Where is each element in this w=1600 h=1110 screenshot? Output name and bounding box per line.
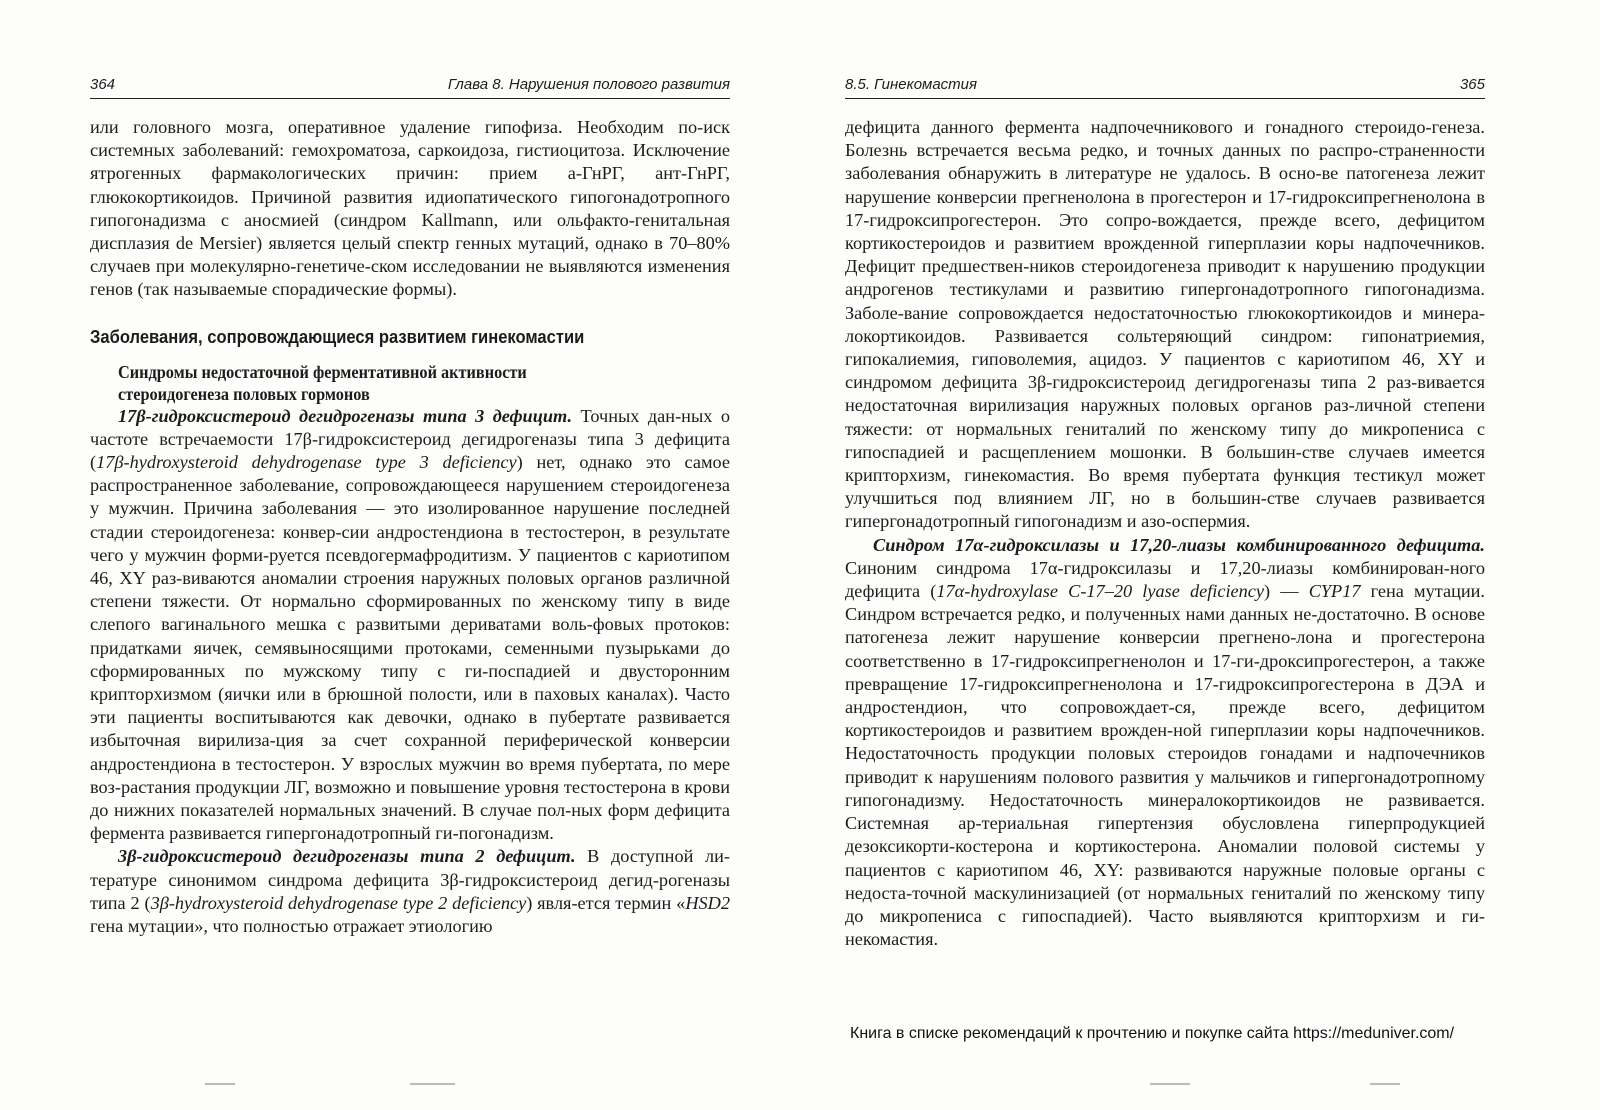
paragraph-text: гена мутации. Синдром встречается редко, и полученных нами данных не-достаточно. В основе патогенеза лежит нарушение конверсии прегнено-лона и прогестерона соответственно в 17-гидроксипрегненолон и 17-ги-дроксипрогестерон, а также превращение 17-гидроксипрегненолона и 17-гидроксипрогестерона в ДЭА и андростендион, что сопровождает-ся, прежде всего, дефицитом кортикостероидов и развитием врожден-ной гиперплазии коры надпочечников. Недостаточность продукции половых стероидов гонадами и надпочечников приводит к нарушениям полового развития у мальчиков и гипергонадотропному гипогонадизму. Недостаточность минералокортикоидов не развивается. Системная ар-териальная гипертензия обусловлена гиперпродукцией дезоксикорти-костерона и кортикостерона. Аномалии половой системы у пациентов с кариотипом 46, XY: развиваются наружные половые органы с недоста-точной маскулинизацией (от нормальных гениталий по женскому типу до микропениса с гипоспадией). Часто выявляются крипторхизм и ги-некомастия. <box>845 581 1485 950</box>
scan-mark <box>410 1083 455 1085</box>
page-number-right: 365 <box>1459 76 1485 93</box>
page-number-left: 364 <box>90 76 116 93</box>
paragraph-lead: 17β-гидроксистероид дегидрогеназы типа 3 дефицит. <box>118 405 573 426</box>
paragraph <box>90 405 730 846</box>
subsection-heading-line1: Синдромы недостаточной ферментативной активности <box>118 361 527 382</box>
paragraph: или головного мозга, оперативное удаление гипофиза. Необходим по-иск системных заболеваний: гемохроматоза, саркоидоза, гистиоцитоза. Исключение ятрогенных фармакологических причин: прием а-ГнРГ, ант-ГнРГ, глюкокортикоидов. Причиной развития идиопатического гипогонадотропного гипогонадизма с аносмией (синдром Kallmann, или ольфакто-генитальная дисплазия de Mersier) является целый спектр генных мутаций, однако в 70–80% случаев при молекулярно-генетиче-ском исследовании не выявляются изменения генов (так называемые спорадические формы). <box>90 117 730 300</box>
paragraph-text: ) нет, однако это самое распространенное заболевание, сопровождающееся нарушением стероидогенеза у мужчин. Причина заболевания — это изолированное нарушение последней стадии стероидогенеза: конвер-сии андростендиона в тестостерон, в результате чего у мужчин форми-руется псевдогермафродитизм. У пациентов с кариотипом 46, XY раз-виваются аномалии строения наружных половых органов различной степени тяжести. От нормально сформированных по женскому типу в виде слепого вагинального мешка с развитыми дериватами воль-фовых протоков: придатками яичек, семявыносящими протоками, семенными пузырьками до сформированных по мужскому типу с ги-поспадией и двусторонним крипторхизмом (яички или в брюшной полости, или в паховых каналах). Часто эти пациенты воспитываются как девочки, однако в пубертате развивается избыточная вирилиза-ция за счет сохранной периферической конверсии андростендиона в тестостерон. У взрослых мужчин во время пубертата, по мере воз-растания продукции ЛГ, возможно и повышение уровня тестостерона в крови до нижних показателей нормальных значений. В случае пол-ных форм дефицита фермента развивается гипергонадотропный ги-погонадизм. <box>90 452 731 844</box>
term-english: 17β-hydroxysteroid dehydrogenase type 3 deficiency <box>96 452 517 473</box>
paragraph <box>90 845 730 938</box>
term-english: 17α-hydroxylase C-17–20 lyase deficiency <box>936 581 1265 602</box>
running-head-right <box>845 76 1485 99</box>
left-body-text <box>90 116 730 938</box>
scan-mark <box>1150 1083 1190 1085</box>
section-heading: Заболевания, сопровождающиеся развитием гинекомастии <box>90 326 585 347</box>
paragraph: дефицита данного фермента надпочечникового и гонадного стероидо-генеза. Болезнь встречается весьма редко, и точных данных по распро-страненности заболевания обнаружить в литературе не удалось. В осно-ве патогенеза лежит нарушение конверсии прегненолона в прогестерон и 17-гидроксипрегненолона в 17-гидроксипрогестерон. Это сопро-вождается, прежде всего, дефицитом кортикостероидов и развитием врожденной гиперплазии коры надпочечников. Дефицит предшествен-ников стероидогенеза приводит к нарушению продукции андрогенов тестикулами и развитию гипергонадотропного гипогонадизма. Заболе-вание сопровождается недостаточностью глюкокортикоидов и минера-локортикоидов. Развивается сольтеряющий синдром: гипонатриемия, гипокалиемия, гиповолемия, ацидоз. У пациентов с кариотипом 46, XY и синдромом дефицита 3β-гидроксистероид дегидрогеназы типа 2 раз-вивается недостаточная вирилизация наружных половых органов раз-личной степени тяжести: от нормальных гениталий по женскому типу до микропениса с гипоспадией и расщеплением мошонки. В большин-стве случаев имеется крипторхизм, гинекомастия. Во время пубертата функция тестикул может улучшиться под влиянием ЛГ, но в большин-стве случаев развивается гипергонадотропный гипогонадизм и азо-оспермия. <box>845 117 1485 532</box>
right-page <box>800 0 1600 1110</box>
paragraph-lead: Синдром 17α-гидроксилазы и 17,20-лиазы комбинированного дефицита. <box>873 534 1485 555</box>
gene-name: HSD2 <box>685 892 731 913</box>
paragraph-text: гена мутации», что полностью отражает этиологию <box>90 916 493 937</box>
gene-name: CYP17 <box>1308 581 1361 602</box>
right-body-text <box>845 116 1485 951</box>
subsection-heading-line2: стероидогенеза половых гормонов <box>118 383 370 404</box>
scan-mark <box>205 1083 235 1085</box>
running-title-left: Глава 8. Нарушения полового развития <box>447 76 730 93</box>
paragraph-text: ) явля-ется термин « <box>526 892 686 913</box>
term-english: 3β-hydroxysteroid dehydrogenase type 2 deficiency <box>150 892 527 913</box>
running-head-left <box>90 76 730 99</box>
paragraph <box>845 534 1485 952</box>
paragraph-text: В доступной ли-тературе синонимом синдрома дефицита 3β-гидроксистероид дегид-рогеназы типа 2 ( <box>90 846 730 913</box>
scan-mark <box>1370 1083 1400 1085</box>
paragraph-text: Точных дан-ных о частоте встречаемости 17β-гидроксистероид дегидрогеназы типа 3 дефицита ( <box>90 405 730 473</box>
paragraph-lead: 3β-гидроксистероид дегидрогеназы типа 2 дефицит. <box>118 846 576 867</box>
paragraph-text: ) — <box>1264 581 1309 602</box>
paragraph-text: Синоним синдрома 17α-гидроксилазы и 17,20-лиазы комбинирован-ного дефицита ( <box>845 557 1485 602</box>
running-title-right: 8.5. Гинекомастия <box>845 76 978 93</box>
footer-note: Книга в списке рекомендаций к прочтению и покупке сайта https://meduniver.com/ <box>850 1025 1455 1042</box>
